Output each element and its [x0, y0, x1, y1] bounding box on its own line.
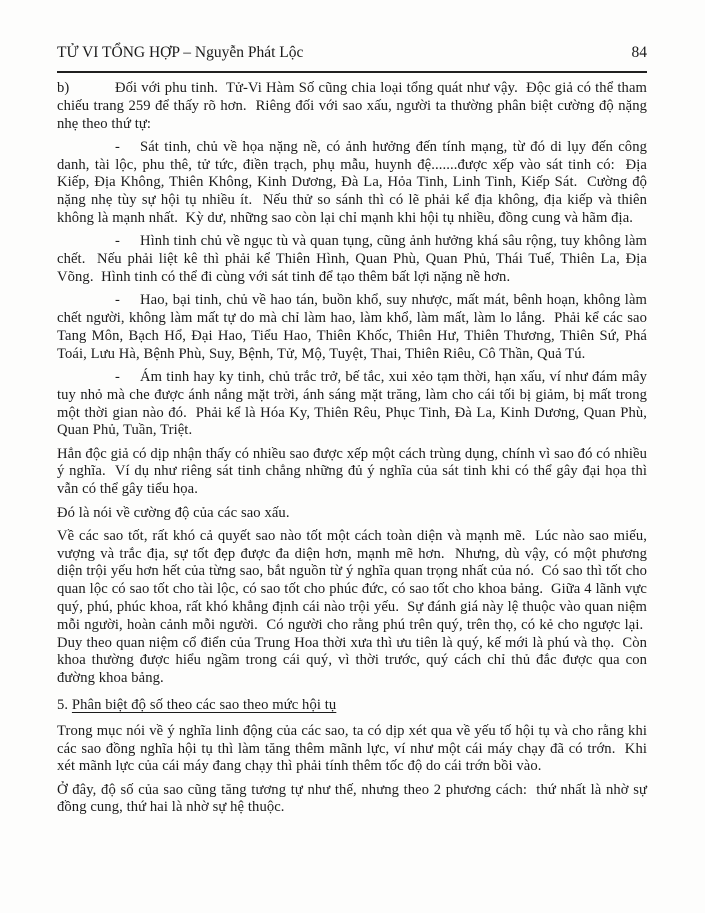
bullet-dash: - — [115, 233, 120, 250]
paragraph-do-so: Ở đây, độ số của sao cũng tăng tương tự như thế, nhưng theo 2 phương cách: thứ nhất là nhờ sự đồng cung, thứ hai là nhờ sự hệ thuộc. — [57, 781, 647, 816]
paragraph-text: Hao, bại tinh, chủ về hao tán, buồn khổ, suy nhược, mất mát, bênh hoạn, không làm chết người, không làm mất tự do mà chỉ làm hao, làm khổ, làm mất, làm lo lắng. Phải kể các sao Tang Môn, Bạch Hổ, Đại Hao, Tiểu Hao, Thiên Khốc, Thiên Hư, Thiên Thương, Thiên Sứ, Phá Toái, Lưu Hà, Bệnh Phù, Suy, Bệnh, Tử, Mộ, Tuyệt, Thai, Thiên Riêu, Cô Thần, Quả Tú. — [57, 292, 647, 362]
section-title: Phân biệt độ số theo các sao theo mức hội tụ — [71, 697, 337, 713]
bullet-hao-bai-tinh — [57, 292, 647, 363]
paragraph-trung-dung: Hẳn độc giả có dịp nhận thấy có nhiều sao được xếp một cách trùng dụng, chính vì sao đó có nhiều ý nghĩa. Ví dụ như riêng sát tinh chẳng những đủ ý nghĩa của sát tinh khi có thể gây đại họa thì vẫn có thể gây tiểu họa. — [57, 445, 647, 498]
page-header — [57, 44, 647, 61]
bullet-dash: - — [115, 138, 120, 155]
paragraph-sao-tot: Về các sao tốt, rất khó cả quyết sao nào tốt một cách toàn diện và mạnh mẽ. Lúc nào sao miếu, vượng và trắc địa, sự tốt đẹp được đa diện hơn, mạnh mẽ hơn. Nhưng, dù vậy, có một phương diện trội yếu hơn hết của từng sao, bắt nguồn từ ý nghĩa quan trọng nhất của nó. Có sao thì tốt cho quan lộc có sao tốt cho tài lộc, có sao tốt cho phúc đức, có sao tốt cho khoa bảng. Giữa 4 lãnh vực quý, phú, phúc khoa, rất khó khẳng định cái nào trội yếu. Sự đánh giá này lệ thuộc vào quan niệm mỗi người, hoàn cảnh mỗi người. Có người cho rằng phú trên quý, trên thọ, có kẻ cho ngược lại. Duy theo quan niệm cổ điển của Trung Hoa thời xưa thì ưu tiên là quý, kế mới là phú và thọ. Còn khoa thường được hiểu ngầm trong cái quý, vì thời trước, quý cách chỉ thủ đắc được qua con đường khoa bảng. — [57, 527, 647, 687]
paragraph-text: Sát tinh, chủ về họa nặng nề, có ảnh hưởng đến tính mạng, từ đó di lụy đến công danh, tài lộc, phu thê, tử tức, điền trạch, phụ mẫu, huynh đệ.......được xếp vào sát tinh có: Địa Kiếp, Địa Không, Thiên Không, Kinh Dương, Đà La, Hỏa Tinh, Linh Tinh, Kiếp Sát. Cường độ nặng nhẹ tùy sự hội tụ nhiều ít. Nếu thử so sánh thì có lẽ phải kể địa không, địa kiếp và thiên không là mạnh nhất. Kỳ dư, những sao còn lại chỉ mạnh khi hội tụ nhiều, đồng cung và hãm địa. — [57, 138, 647, 227]
paragraph-hoi-tu: Trong mục nói về ý nghĩa linh động của các sao, ta có dịp xét qua về yếu tố hội tụ và cho rằng khi các sao đồng nghĩa hội tụ thì làm tăng thêm mãnh lực, ví như một cái máy chạy đã có trớn. Khi xét mãnh lực của cái máy đang chạy thì phải tính thêm tốc độ do cái trớn bồi vào. — [57, 722, 647, 775]
bullet-hinh-tinh — [57, 233, 647, 286]
header-rule — [57, 71, 647, 73]
page-number: 84 — [631, 44, 647, 61]
paragraph-text: Ám tinh hay ky tinh, chủ trắc trở, bế tắc, xui xẻo tạm thời, hạn xấu, ví như đám mây tuy nhỏ mà che được ánh nắng mặt trời, ánh sáng mặt trăng, làm cho cái tối bị giảm, bị mất trong một thời gian nào đó. Phải kể là Hóa Ky, Thiên Rêu, Phục Tinh, Đà La, Kinh Dương, Quan Phù, Quan Phủ, Tuần, Triệt. — [57, 368, 647, 439]
paragraph-cuong-do: Đó là nói về cường độ của các sao xấu. — [57, 504, 290, 521]
page-body — [57, 80, 647, 817]
paragraph-intro-b — [57, 80, 647, 133]
bullet-sat-tinh — [57, 139, 647, 228]
paragraph-text: Hình tinh chủ về ngục tù và quan tụng, cũng ảnh hưởng khá sâu rộng, tuy không làm chết. Nếu phải liệt kê thì phải kể Thiên Hình, Quan Phù, Quan Phủ, Thái Tuế, Thiên La, Địa Võng. Hình tinh có thể đi cùng với sát tinh để tạo thêm bất lợi nặng nề hơn. — [57, 233, 647, 285]
paragraph-text: Đối với phu tinh. Tử-Vi Hàm Số cũng chia loại tổng quát như vậy. Độc giả có thể tham chiếu trang 259 để thấy rõ hơn. Riêng đối với sao xấu, người ta thường phân biệt cường độ nặng nhẹ theo thứ tự: — [57, 80, 647, 132]
bullet-dash: - — [115, 292, 120, 309]
bullet-dash: - — [115, 368, 120, 385]
book-title: TỬ VI TỔNG HỢP – Nguyễn Phát Lộc — [57, 44, 304, 61]
section-number: 5. — [57, 697, 69, 713]
list-label-b: b) — [57, 80, 70, 96]
bullet-am-tinh — [57, 369, 647, 440]
section-heading-5 — [57, 697, 647, 715]
